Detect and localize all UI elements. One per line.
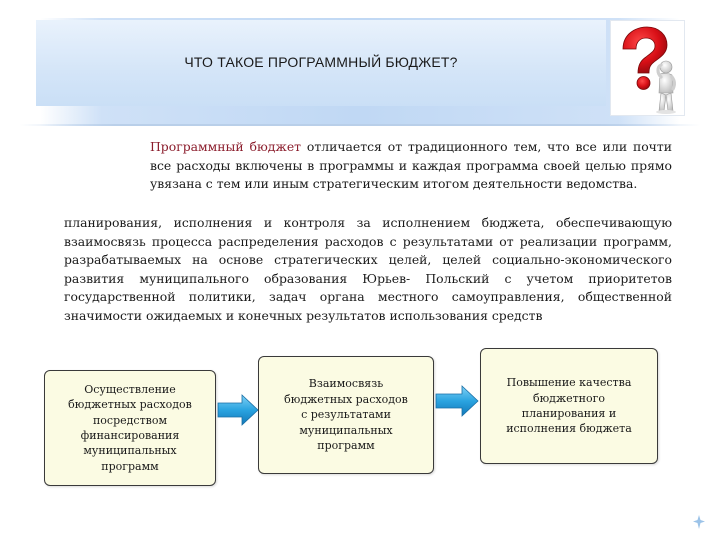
flow-box-quality [480,348,658,464]
flow-box-line: бюджетных расходов [284,392,408,406]
right-arrow-icon [216,393,260,427]
flow-box-line: финансирования [80,429,180,442]
flow-box-spending [44,370,216,486]
flow-box-line: бюджетных расходов [68,398,192,412]
page-title: ЧТО ТАКОЕ ПРОГРАММНЫЙ БЮДЖЕТ? [184,54,458,70]
flow-box-line: Взаимосвязь [308,377,384,391]
right-arrow-icon [434,384,480,418]
flow-box-relation [258,356,434,474]
program-budget-term: Программный бюджет [150,139,302,154]
question-mark-person-icon [611,21,686,117]
flow-box-line: муниципальных [299,423,393,437]
flow-box-line: планирования и [521,407,617,420]
flow-box-line: Повышение качества [506,376,632,390]
flow-box-line: с результатами [301,408,391,422]
description-paragraph: планирования, исполнения и контроля за исполнением бюджета, обеспечивающую взаимосвязь процесса распределения расходов с результатами от реализации программ, разрабатываемых на основе стратегических целей, целей социально-экономического развития муниципального образования Юрьев- Польский с учетом приоритетов государственной политики, задач органа местного самоуправления, общественной значимости ожидаемых и конечных результатов использования средств [64,215,672,323]
header-divider [20,124,700,126]
flow-box-line: бюджетного [532,391,606,405]
flow-box-line: посредством [92,413,168,427]
flow-box-line: исполнения бюджета [506,422,632,436]
definition-paragraph [64,138,672,194]
flow-box-line: программ [101,459,159,473]
flow-box-line: муниципальных [83,444,177,458]
definition-text: отличается от традиционного тем, что все или почти все расходы включены в программы и каждая программа своей целью прямо увязана с тем или иным стратегическим итогом деятельности ведомства. [150,139,672,192]
flow-box-line: программ [317,439,375,453]
slide-corner-icon [692,514,706,530]
flow-box-line: Осуществление [84,382,176,396]
logo-box [610,20,685,116]
